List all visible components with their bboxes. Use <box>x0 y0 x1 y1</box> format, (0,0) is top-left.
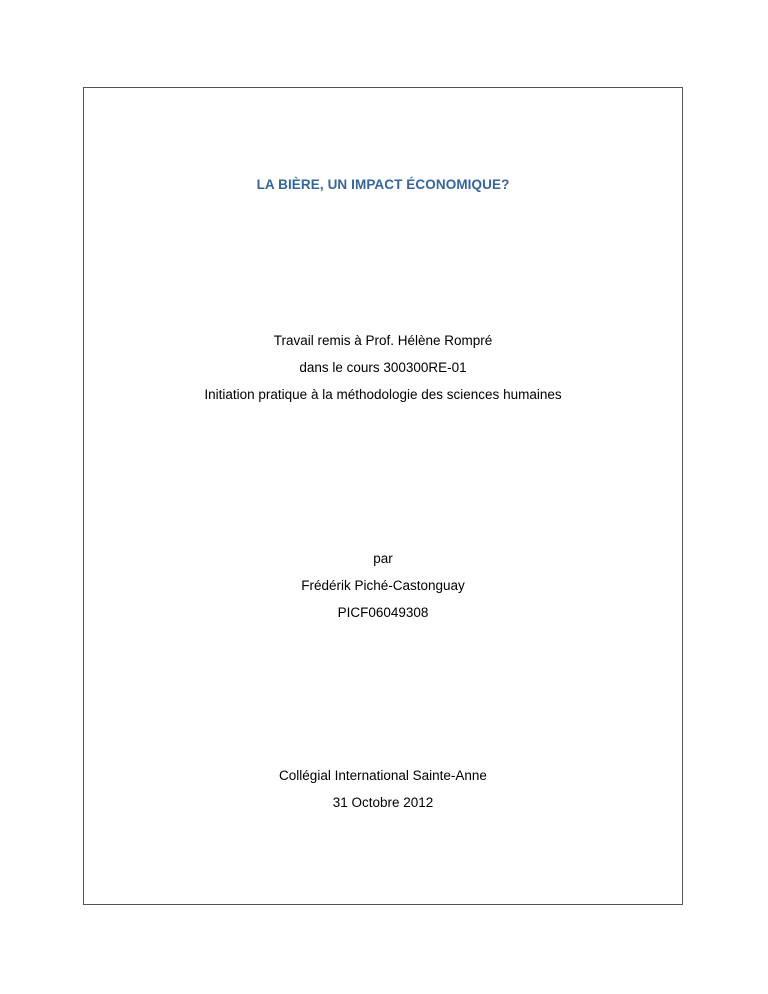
course-code-line: dans le cours 300300RE-01 <box>299 360 467 375</box>
document-title: LA BIÈRE, UN IMPACT ÉCONOMIQUE? <box>256 177 510 192</box>
submission-date: 31 Octobre 2012 <box>332 795 434 810</box>
author-name: Frédérik Piché-Castonguay <box>301 578 465 593</box>
by-label: par <box>373 551 393 566</box>
student-id: PICF06049308 <box>337 605 429 620</box>
institution-name: Collégial International Sainte-Anne <box>279 768 487 783</box>
course-name-line: Initiation pratique à la méthodologie des sciences humaines <box>204 387 562 402</box>
submitted-to-line: Travail remis à Prof. Hélène Rompré <box>273 333 493 348</box>
